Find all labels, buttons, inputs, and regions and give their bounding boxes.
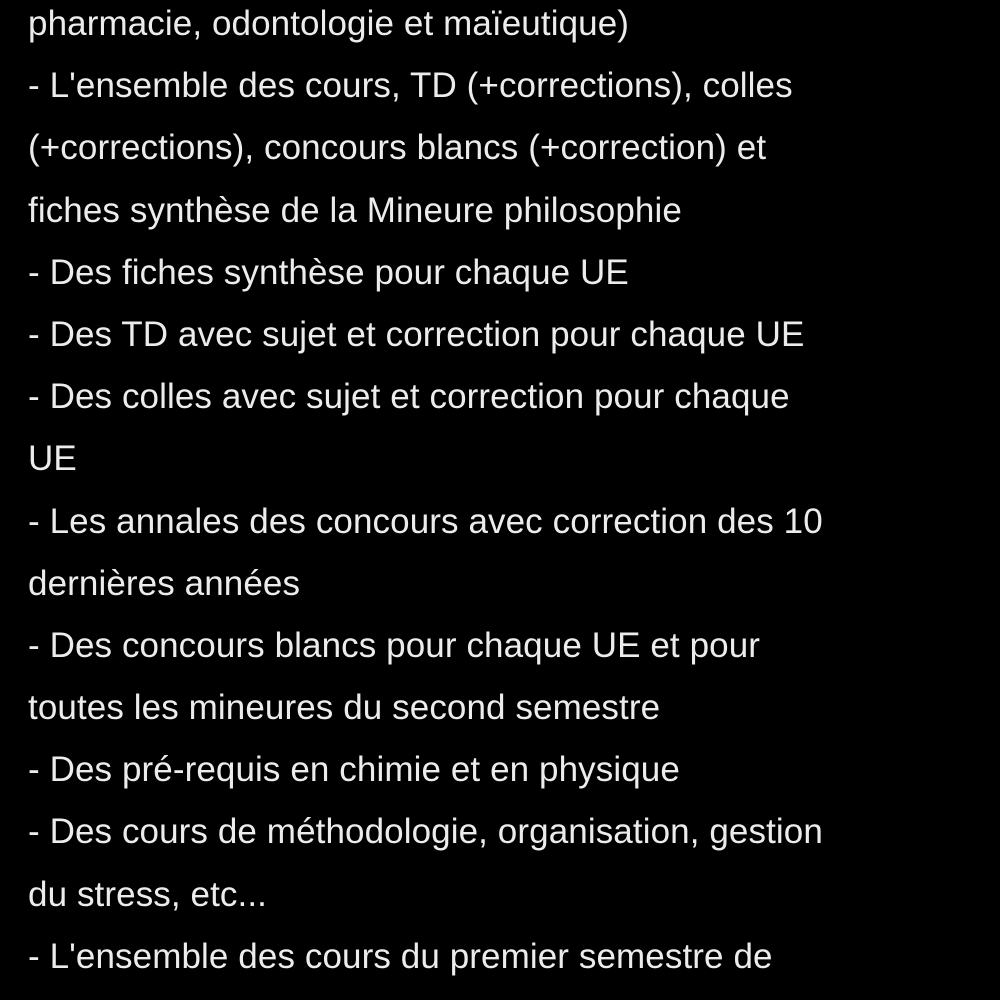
message-line: - Les annales des concours avec correction des 10 — [28, 501, 823, 541]
message-line: - L'ensemble des cours, TD (+corrections), colles — [28, 66, 793, 106]
message-line: pharmacie, odontologie et maïeutique) — [28, 4, 630, 43]
message-line: (+corrections), concours blancs (+correction) et — [28, 128, 767, 168]
message-line: - Des concours blancs pour chaque UE et pour — [28, 625, 761, 665]
message-line: - Des colles avec sujet et correction pour chaque — [28, 377, 790, 417]
message-line: fiches synthèse de la Mineure philosophie — [28, 190, 682, 230]
message-line: dernières années — [28, 563, 301, 603]
message-line: - Des fiches synthèse pour chaque UE — [28, 252, 629, 292]
message-line: toutes les mineures du second semestre — [28, 688, 661, 728]
message-line: - L'ensemble des cours du premier semestre de — [28, 936, 773, 976]
message-text-block — [28, 0, 988, 988]
message-line: UE — [28, 439, 77, 479]
message-line: - Des cours de méthodologie, organisation, gestion — [28, 812, 823, 852]
message-line: - Des pré-requis en chimie et en physique — [28, 750, 680, 790]
message-line: du stress, etc... — [28, 874, 268, 914]
message-line: - Des TD avec sujet et correction pour chaque UE — [28, 314, 805, 354]
